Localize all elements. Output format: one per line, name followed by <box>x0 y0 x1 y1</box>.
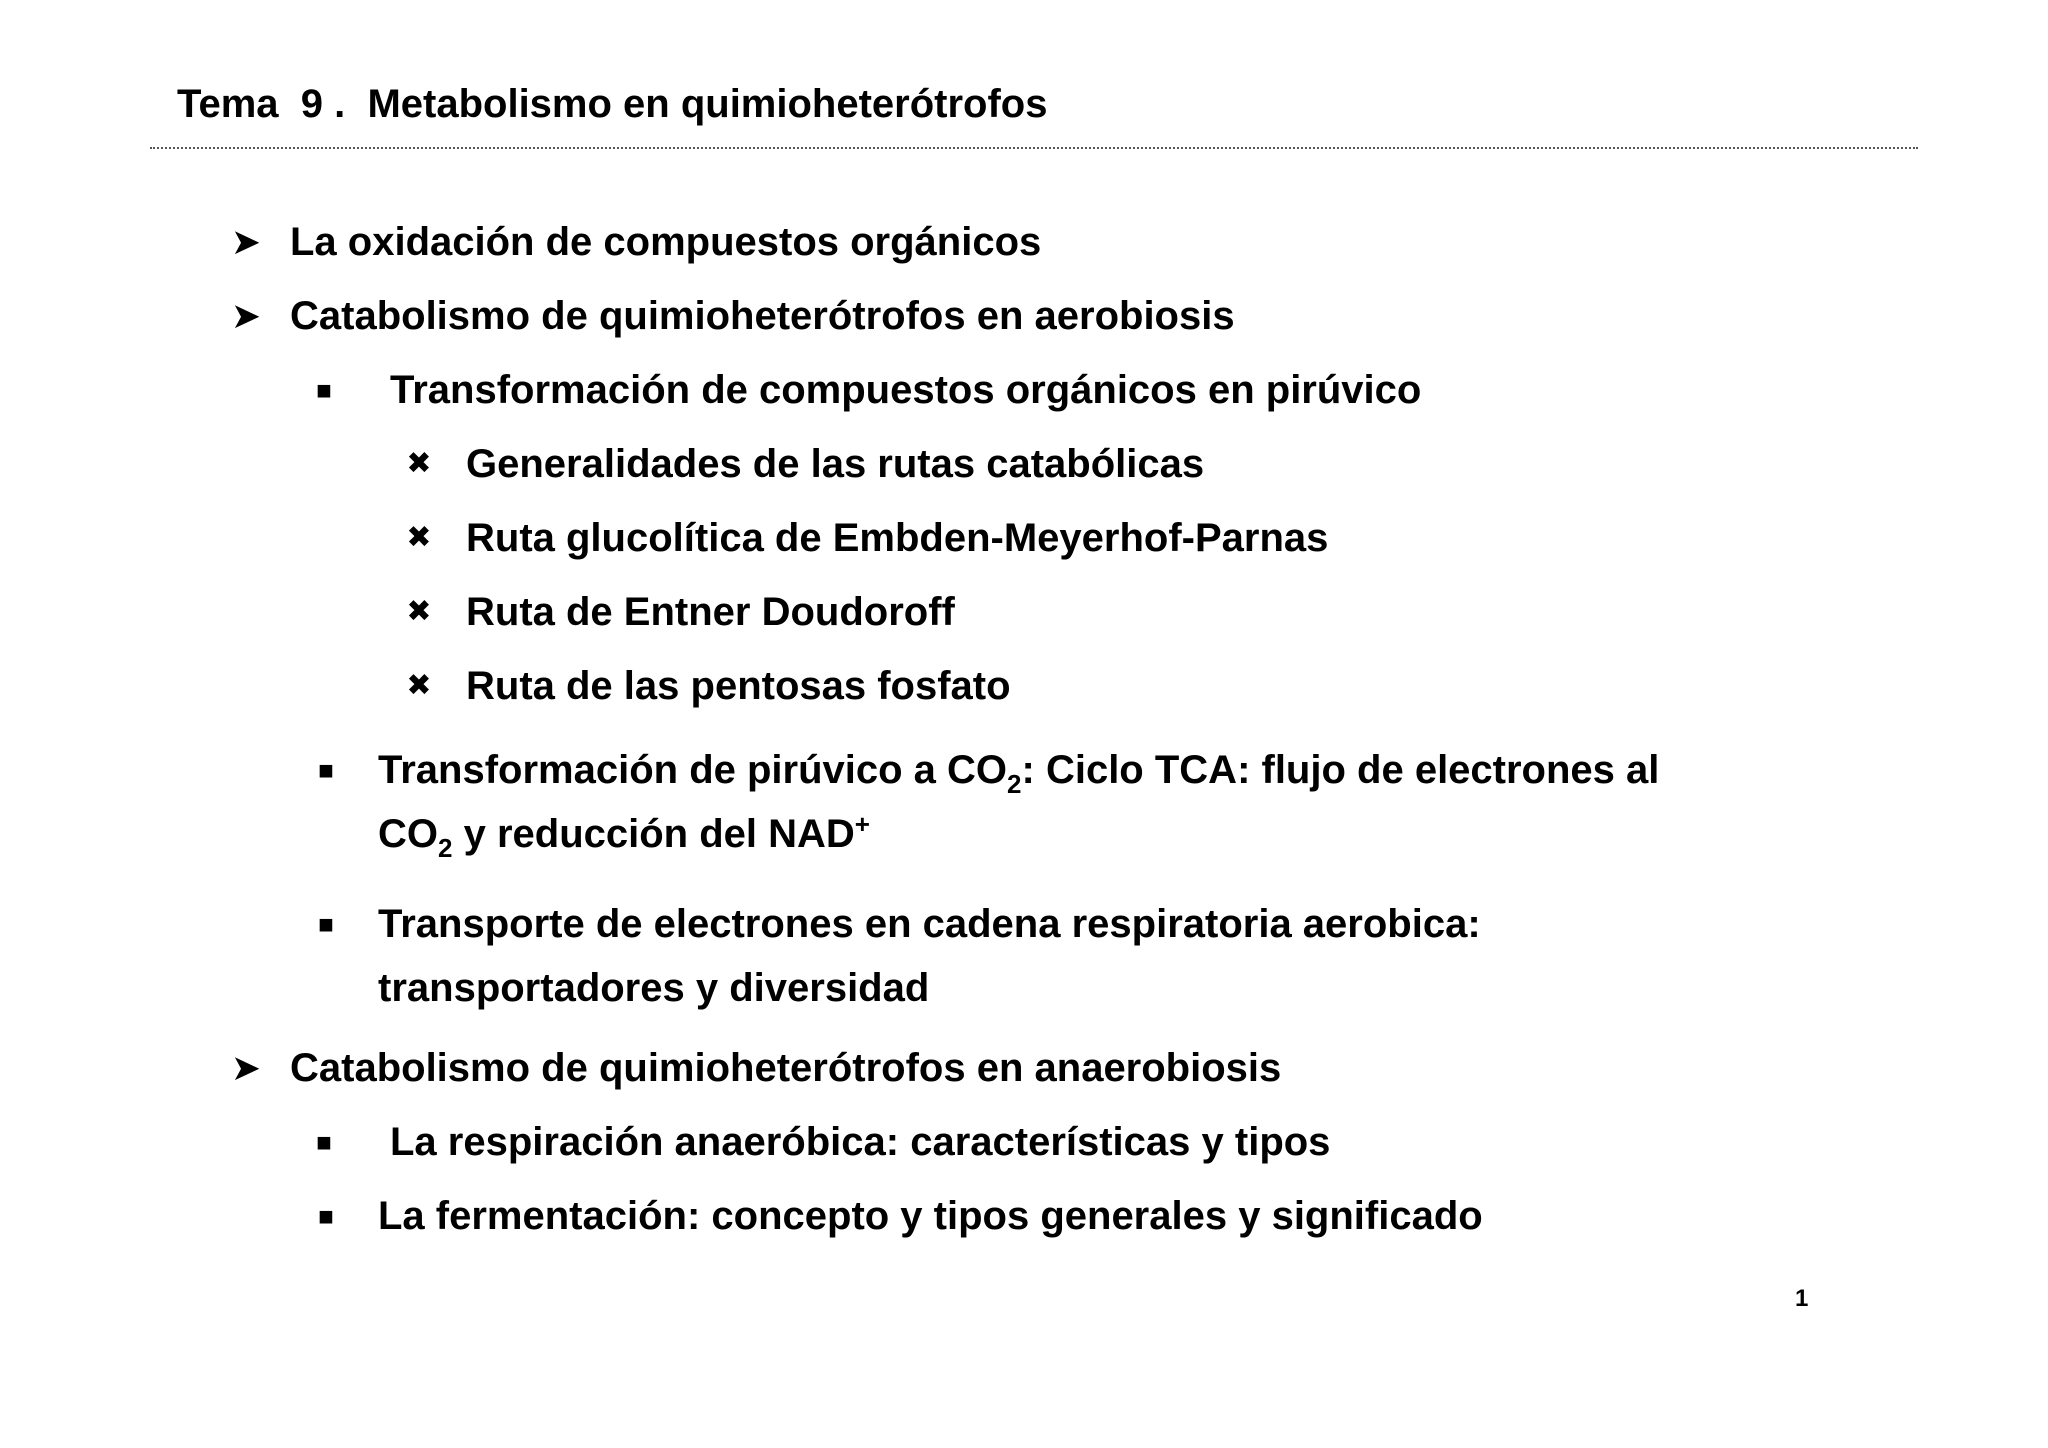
square-bullet-icon: ■ <box>318 1201 334 1231</box>
square-bullet-icon: ■ <box>318 909 334 939</box>
outline-item-text: Ruta de las pentosas fosfato <box>466 664 1011 708</box>
outline-subsubitem-pentose-phosphate <box>406 654 1011 718</box>
outline-subsubitem-entner-doudoroff <box>406 580 955 644</box>
outline-item-text: La respiración anaeróbica: características y tipos <box>390 1120 1331 1164</box>
superscript-plus: + <box>854 809 870 839</box>
x-mark-bullet-icon: ✖ <box>406 521 432 554</box>
x-mark-bullet-icon: ✖ <box>406 447 432 480</box>
outline-subitem-fermentation <box>318 1184 1483 1248</box>
outline-item-text-line-2: transportadores y diversidad <box>378 966 930 1010</box>
outline-item-oxidation <box>230 210 1042 274</box>
outline-item-anaerobic-catabolism <box>230 1036 1282 1100</box>
square-bullet-icon: ■ <box>316 1127 332 1157</box>
outline-item-text-line-1: Transporte de electrones en cadena respiratoria aerobica: <box>378 902 1481 946</box>
outline-subitem-anaerobic-respiration <box>316 1110 1331 1174</box>
outline-subitem-tca-cycle <box>318 738 1660 866</box>
outline-item-aerobic-catabolism <box>230 284 1235 348</box>
x-mark-bullet-icon: ✖ <box>406 669 432 702</box>
outline-item-text-line-1: Transformación de pirúvico a $CO_2$: Ciclo TCA: flujo de electrones al <box>378 748 1660 799</box>
square-bullet-icon: ■ <box>316 375 332 405</box>
outline-item-text: Transformación de compuestos orgánicos en pirúvico <box>390 368 1422 412</box>
outline-item-text: Catabolismo de quimioheterótrofos en anaerobiosis <box>290 1046 1282 1090</box>
arrowhead-bullet-icon: ➤ <box>230 295 262 336</box>
subscript-2: 2 <box>438 833 453 863</box>
square-bullet-icon: ■ <box>318 755 334 785</box>
arrowhead-bullet-icon: ➤ <box>230 221 262 262</box>
arrowhead-bullet-icon: ➤ <box>230 1047 262 1088</box>
subscript-2: 2 <box>1007 769 1022 799</box>
outline-item-text: Ruta glucolítica de Embden-Meyerhof-Parnas <box>466 516 1329 560</box>
outline-item-text-line-2: $CO_2$ y reducción del NAD+ <box>378 809 870 863</box>
outline-subsubitem-generalities <box>406 432 1205 496</box>
outline-item-text: Catabolismo de quimioheterótrofos en aerobiosis <box>290 294 1235 338</box>
outline-subitem-pyruvate-transformation <box>316 358 1422 422</box>
slide-title: Tema 9 . Metabolismo en quimioheterótrofos <box>177 82 1048 126</box>
outline-item-text: La fermentación: concepto y tipos generales y significado <box>378 1194 1483 1238</box>
outline-subitem-electron-transport <box>318 892 1481 1020</box>
page-number: 1 <box>1795 1285 1809 1312</box>
outline-item-text: Ruta de Entner Doudoroff <box>466 590 955 634</box>
outline-item-text: La oxidación de compuestos orgánicos <box>290 220 1042 264</box>
title-divider <box>150 147 1918 149</box>
outline-subsubitem-emp-pathway <box>406 506 1329 570</box>
outline-item-text: Generalidades de las rutas catabólicas <box>466 442 1205 486</box>
x-mark-bullet-icon: ✖ <box>406 595 432 628</box>
